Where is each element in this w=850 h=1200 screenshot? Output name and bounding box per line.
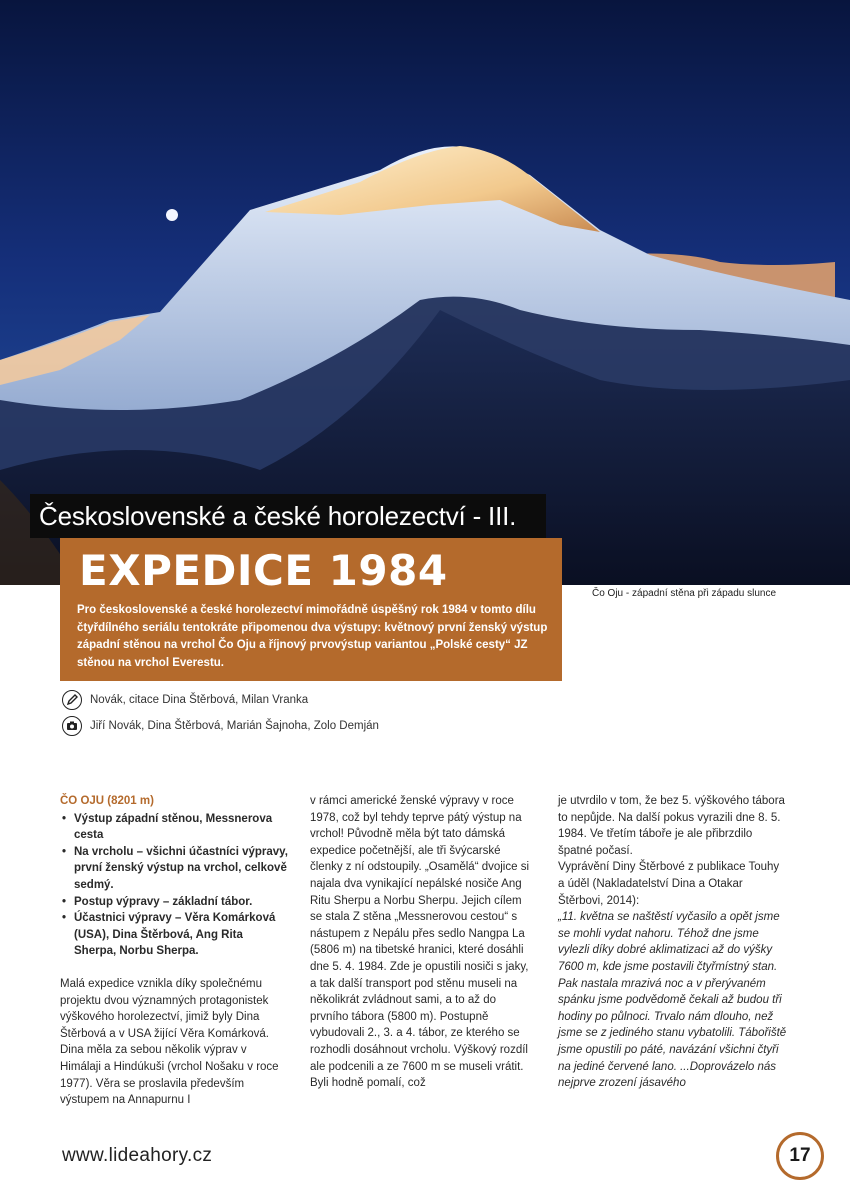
article-column-1	[60, 793, 288, 1109]
body-paragraph: Vyprávění Diny Štěrbové z publikace Touhy a úděl (Nakladatelství Dina a Otakar Štěrbovi, 2014):	[558, 861, 780, 907]
lead-paragraph: Pro československé a české horolezectví mimořádně úspěšný rok 1984 v tomto dílu čtyřdílného seriálu tentokráte připomenou dva výstupy: květnový první ženský výstup západní stěnou na vrchol Čo Oju a říjnový prvovýstup variantou „Polské cesty“ JZ stěnou na vrchol Everestu.	[77, 604, 548, 669]
article-column-3	[558, 793, 788, 1092]
pen-icon	[62, 690, 82, 710]
body-paragraph: v rámci americké ženské výpravy v roce 1978, což byl tehdy teprve pátý výstup na vrchol! Původně měla být tato dámská expedice početnější, ale tři švýcarské členky z ní odstoupily. „Osamělá“ dvojice si najala dva vynikající nepálské nosiče Ang Ritu Sherpu a Norbu Sherpu. Jejich cílem se stala Z stěna „Messnerovou cestou“ s nástupem z Nepálu přes sedlo Nangpa La (5806 m) na tibetské hranici, které dosáhli dne 5. 4. 1984. Zde je opustili nosiči s jaky, a tak další transport pod stěnu museli na několikrát zvládnout sami, a to až do prvního tábora (5800 m). Postupně vybudovali 2., 3. a 4. tábor, ze kterého se rozhodli dosáhnout vrcholu. Výškový rozdíl ale podcenili a ze 7600 m se museli vrátit. Byli hodně pomalí, což	[310, 795, 530, 1090]
camera-icon	[62, 716, 82, 736]
quote-paragraph: „11. května se naštěstí vyčasilo a opět jsme se mohli vydat nahoru. Téhož dne jsme vylezli díky dobré aklimatizaci až do výšky 7600 m, kde jsme postavili čtyřmístný stan. Pak nastala mrazivá noc a v přerývaném spánku jsme podvědomě čekali až budou tři hodiny po půlnoci. Trvalo nám dlouho, než jsme se z jediného stanu vybatolili. Tábořiště jsme opustili po páté, navázání všichni čtyři na jediné červené lano. ...Doprovázelo nás nejprve zrození jásavého	[558, 911, 787, 1090]
article-column-2	[310, 793, 532, 1092]
photo-credit-label: Jiří Novák, Dina Štěrbová, Marián Šajnoha, Zolo Demján	[90, 720, 379, 732]
section-heading: ČO OJU (8201 m)	[60, 795, 154, 807]
facts-list	[60, 811, 288, 960]
list-item: • Na vrcholu – všichni účastníci výpravy, první ženský výstup na vrchol, celkově sedmý.	[60, 844, 288, 894]
footer-url[interactable]: www.lideahory.cz	[62, 1145, 213, 1166]
series-title: Československé a české horolezectví - III.	[30, 494, 546, 538]
body-paragraph: Malá expedice vznikla díky společnému projektu dvou významných protagonistek výškového horolezectví, jimiž byly Dina Štěrbová a v USA žijící Věra Komárková. Dina měla za sebou několik výprav v Himálaji a Hindúkuši (vrchol Nošaku v roce 1977). Věra se proslavila především výstupem na Annapurnu I	[60, 977, 279, 1107]
list-item: • Výstup západní stěnou, Messnerova cesta	[60, 811, 288, 844]
page-title: EXPEDICE 1984	[79, 546, 448, 595]
page-number: 17	[776, 1132, 824, 1180]
photo-caption: Čo Oju - západní stěna při západu slunce	[592, 588, 776, 599]
text-credit	[62, 687, 308, 713]
list-item: • Postup výpravy – základní tábor.	[60, 894, 288, 911]
title-box	[60, 538, 562, 681]
list-item: • Účastnici výpravy – Věra Komárková (USA), Dina Štěrbová, Ang Rita Sherpa, Norbu Sherpa.	[60, 910, 288, 960]
text-credit-label: Novák, citace Dina Štěrbová, Milan Vranka	[90, 694, 309, 706]
body-paragraph: je utvrdilo v tom, že bez 5. výškového tábora to nepůjde. Na další pokus vyrazili dne 8. 5. 1984. Ve třetím táboře je ale přibrzdilo špatné počasí.	[558, 795, 785, 857]
moon-icon	[166, 209, 178, 221]
photo-credit	[62, 713, 379, 739]
